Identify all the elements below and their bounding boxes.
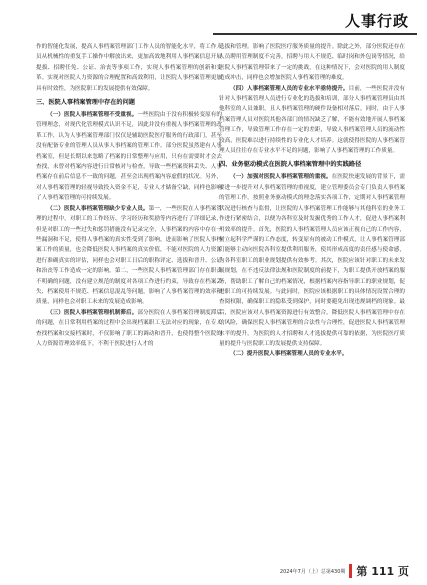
paragraph-text: 部分医院在人事档案管理制度滞后的问题，在日常利用档案的过程中会出现档案职工无法对应的现象，在专人查找档案和交接档案时，不仅影响了职工的调动和晋升，也使得整个医院的人力资源管理效率低下，不利于医院进行人才的	[36, 309, 222, 347]
left-column	[36, 42, 222, 349]
subheading: （一）医院人事档案管理不受重视。	[47, 112, 138, 119]
header-rule	[213, 33, 417, 35]
paragraph	[219, 349, 405, 359]
paragraph-text: 目前，一些医院并没有针对人事档案管理人员进行专业化的选拔和培训，部分人事档案管理员由其他科室的人员兼职，且人事档案管理的硬件设备相对落后。同时，由于人事档案管理人员对医院其他各部门的情况缺乏了解，不能有效地开展人事档案管理工作，导致管理工作存在一定的差距，导致人事档案管理人员的流动性较高，医院难以进行持续性的专业化人才培养。这就使得医院的人事档案管理人员往往存在专业水平不足的问题，影响了人事档案管理的工作质量。	[219, 85, 405, 155]
paragraph: 选拔和管理。影响了医院医疗服务质量的提升。除此之外，部分医院还存在人员聘用管理制度不完善，招聘与用人不规范、临时岗和外包岗等情况，给医院人事档案管理带来了一定的挑战，在这种情况下，会对医院的用人制度造成冲击，同样也会增加医院人事档案管理的难度。	[219, 44, 405, 82]
subheading: （一）加强对医院人事档案管理的重视。	[230, 174, 332, 181]
subheading: （三）医院人事档案管理机制滞后。	[47, 309, 138, 316]
paragraph: 作的智能化发展，提高人事档案管理部门工作人员的智能化水平，将工作人员从机械性的重复手工操作中解放出来，更加高效地利用人事档案信息开展提拔、招聘任免、公证、治丧等事项工作，实现人事档案管理的创新和变革。实现对医院人力资源的合理配置和高效利用，让医院人事档案管理更加具有时效性，为医院职工的发展提供有效保障。	[36, 44, 222, 92]
paragraph-text: 第一，一些医院在人事档案管理的过程中，对职工的工作经历、学习经历和奖励等内容进行了详细记录，但是对职工的一些过失和惩罚措施没有记录完全，人事档案的内容中存在一些漏洞和不足，使得人事档案的真实性受到了影响，进而影响了医院人事档案工作的质量，也会降低医院人事档案的真实价值，不能对医院的人力资源进行准确真实的评估，同样也会对职工日后的职称评定、选拔和晋升、公证和治丧等工作造成一定的影响。第二，一些医院人事档案管理部门存在职责不明确的问题，没有建立规范的制度对各项工作进行约束，导致存在档案丢失、档案使用不规范、档案信息混乱等问题，影响了人事档案管理的效率和质量，同样也会对职工未来的发展造成影响。	[36, 205, 222, 306]
section-title: 四、业务驱动模式在医院人事档案管理中的实践路径	[219, 161, 362, 169]
paragraph-text: 在医院快速发展的背景下，需要进一步提升对人事档案管理的重视度，建立管理委员会专门负责人事档案的管理工作，按照业务驱动模式的理念落实各项工作，定期对人事档案管理状况进行核查与监督，让医院的人事档案管理工作能够与其他科室的业务工作进行紧密结合，以便为各科室及时发掘优秀的工作人才，促进人事档案利用效率的提升。首先，医院的人事档案管理人员应该正视自己的工作内容，树立起科学严谨的工作态度，转变原有的被动工作模式，让人事档案管理部门能够主动向医院各科室提供利用服务，使其形成高度的责任感与使命感，为各科室职工的职业规划提供有效参考。其次，医院应该针对职工的未来发展规划，在不违反法律法规和医院制度的前提下，为职工提供开放档案的服务，帮助职工了解自己的档案情况，根据档案内容指导职工的职业规划，促进职工的可持续发展。与此同时，医院应该根据职工的具体情况设置合理的查阅权限，确保职工的隐私受到保护，同时要避免出现违规调档的现象。最后，医院应该对人事档案资源进行有效整合，降低医院人事档案管理中存在的风险，确保医院人事档案管理的合法性与合理性，促进医院人事档案管理水平的提升，为医院的人才招聘和人才选拔提供可靠的依据，为医院医疗质量的提升与医院职工的发展提供支持保障。	[219, 174, 405, 347]
paragraph	[219, 172, 405, 349]
paragraph-text: 一些医院由于没有积极转变原有的管理理念，对现代化管理模式认识不足，因此并没有重视人事档案管理的改革工作，认为人事档案管理部门仅仅是辅助医院医疗服务的行政部门，甚至没有配备专业的管理人员从事人事档案的管理工作。部分医院虽然建有人事档案室，但是长期以来忽略了档案的日常整理与应用，只有在需要时才会去查找，未曾对档案内容进行日常核对与检查，导致一些档案资料丢失、人事档案存在前后信息不一致的问题，甚至会出现档案内容虚假的状况。另外，对人事档案管理的轻视导致投入资金不足，专业人才储备空缺，同样也影响了人事档案管理的可持续发展。	[36, 112, 222, 202]
page-footer	[280, 563, 409, 579]
paragraph	[219, 84, 405, 157]
subheading: （四）人事档案管理人员的专业水平亟待提升。	[230, 85, 349, 92]
section-title: 三、医院人事档案管理中存在的问题	[36, 99, 135, 107]
paragraph	[36, 204, 222, 308]
subheading: （二）医院人事档案管理缺少专业人员。	[47, 205, 149, 212]
paragraph	[36, 308, 222, 350]
right-column	[219, 42, 405, 360]
footer-accent-bar	[349, 564, 352, 578]
page-number: 第 111 页	[356, 565, 409, 578]
issue-info: 2024年7月（上）总第430期	[279, 568, 346, 575]
column-tag: 人事行政	[344, 12, 409, 30]
subheading: （二）提升医院人事档案管理人员的专业水平。	[230, 351, 348, 358]
paragraph	[36, 110, 222, 204]
